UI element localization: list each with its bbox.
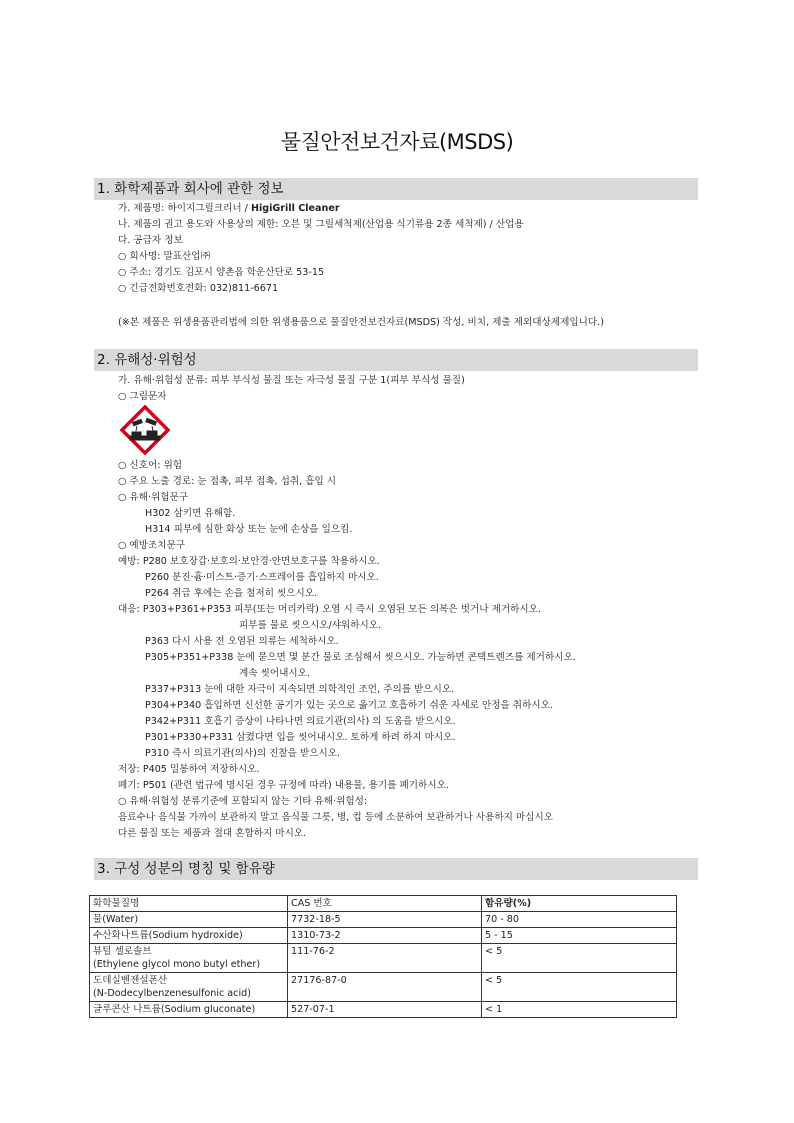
response-p305: P305+P351+P338 눈에 묻으면 몇 분간 물로 조심해서 씻으시오. 가능하면 콘택트렌즈를 제거하시오. xyxy=(145,652,576,663)
response-p305-cont: 계속 씻어내시오. xyxy=(239,668,310,679)
chemical-name-english: (Ethylene glycol mono butyl ether) xyxy=(93,959,261,970)
cas-number: 111-76-2 xyxy=(288,944,482,973)
response-p301: P301+P330+P331 삼켰다면 입을 씻어내시오. 토하게 하려 하지 마시오. xyxy=(145,732,456,743)
response-p304: P304+P340 흡입하면 신선한 공기가 있는 곳으로 옮기고 호흡하기 쉬운 자세로 안정을 취하시오. xyxy=(145,700,553,711)
response-p303: 대응: P303+P361+P353 피부(또는 머리카락) 오염 시 즉시 오염된 모든 의복은 벗거나 제거하시오. xyxy=(118,604,541,615)
chemical-name-english: (N-Dodecylbenzenesulfonic acid) xyxy=(93,988,251,999)
table-row xyxy=(90,912,677,928)
response-p363: P363 다시 사용 전 오염된 의류는 세척하시오. xyxy=(145,636,339,647)
chemical-name: 물(Water) xyxy=(90,912,288,928)
section-1-header: 1. 화학제품과 회사에 관한 정보 xyxy=(94,178,698,200)
chemical-name: 글루콘산 나트륨(Sodium gluconate) xyxy=(90,1002,288,1018)
prevention-p280: 예방: P280 보호장갑·보호의·보안경·안면보호구를 착용하시오. xyxy=(118,556,380,567)
exemption-note: (※본 제품은 위생용품관리법에 의한 위생용품으로 물질안전보건자료(MSDS) 작성, 비치, 제출 제외대상제제입니다.) xyxy=(118,317,604,328)
signal-word: ○ 신호어: 위험 xyxy=(118,460,183,471)
response-p342: P342+P311 호흡기 증상이 나타나면 의료기관(의사) 의 도움을 받으시오. xyxy=(145,716,456,727)
precaution-label: ○ 예방조치문구 xyxy=(118,540,186,551)
content-percent: < 5 xyxy=(482,973,677,1002)
content-percent: 5 - 15 xyxy=(482,928,677,944)
response-p303-cont: 피부를 물로 씻으시오/샤워하시오. xyxy=(239,620,382,631)
cas-number: 27176-87-0 xyxy=(288,973,482,1002)
table-row xyxy=(90,1002,677,1018)
company-address: ○ 주소: 경기도 김포시 양촌읍 학운산단로 53-15 xyxy=(118,267,325,278)
disposal-p501: 폐기: P501 (관련 법규에 명시된 경우 규정에 따라) 내용물, 용기를 폐기하시오. xyxy=(118,780,449,791)
response-p337: P337+P313 눈에 대한 자극이 지속되면 의학적인 조언, 주의를 받으시오. xyxy=(145,684,455,695)
cas-number: 7732-18-5 xyxy=(288,912,482,928)
table-row xyxy=(90,944,677,973)
section-3-header: 3. 구성 성분의 명칭 및 함유량 xyxy=(94,858,698,880)
product-brand: HigiGrill Cleaner xyxy=(250,203,340,214)
hazard-statements-label: ○ 유해·위험문구 xyxy=(118,492,189,503)
hazard-h314: H314 피부에 심한 화상 또는 눈에 손상을 일으킴. xyxy=(145,524,353,535)
chemical-name: 수산화나트륨(Sodium hydroxide) xyxy=(90,928,288,944)
other-hazards-label: ○ 유해·위험성 분류기준에 포함되지 않는 기타 유해·위험성: xyxy=(118,796,368,807)
corrosion-pictogram-icon xyxy=(120,405,170,455)
content-percent: 70 - 80 xyxy=(482,912,677,928)
product-name-prefix: 가. 제품명: 하이지그릴크리너 / xyxy=(118,203,251,214)
prevention-p264: P264 취급 후에는 손을 철저히 씻으시오. xyxy=(145,588,318,599)
section-2-header: 2. 유해성·위험성 xyxy=(94,349,698,371)
content-percent: < 1 xyxy=(482,1002,677,1018)
composition-table xyxy=(89,895,677,1018)
other-hazards-storage: 음료수나 음식물 가까이 보관하지 말고 음식물 그릇, 병, 컵 등에 소분하여 보관하거나 사용하지 마십시오 xyxy=(118,812,553,823)
header-chemical-name: 화학물질명 xyxy=(90,896,288,912)
header-content-percent: 함유량(%) xyxy=(482,896,677,912)
product-name xyxy=(118,202,340,215)
pictogram-label: ○ 그림문자 xyxy=(118,391,167,402)
hazard-h302: H302 삼키면 유해함. xyxy=(145,508,236,519)
document-title: 물질안전보건자료(MSDS) xyxy=(280,130,514,154)
storage-p405: 저장: P405 밀봉하여 저장하시오. xyxy=(118,764,260,775)
exposure-routes: ○ 주요 노출 경로: 눈 접촉, 피부 접촉, 섭취, 흡입 시 xyxy=(118,476,337,487)
other-hazards-mixing: 다른 물질 또는 제품과 절대 혼합하지 마시오. xyxy=(118,828,307,839)
content-percent: < 5 xyxy=(482,944,677,973)
prevention-p260: P260 분진·흄·미스트·증기·스프레이를 흡입하지 마시오. xyxy=(145,572,379,583)
hazard-classification: 가. 유해·위험성 분류: 피부 부식성 물질 또는 자극성 물질 구분 1(피부 부식성 물질) xyxy=(118,375,465,386)
chemical-name xyxy=(90,973,288,1002)
header-cas-number: CAS 번호 xyxy=(288,896,482,912)
emergency-phone: ○ 긴급전화번호전화: 032)811-6671 xyxy=(118,283,279,294)
product-use: 나. 제품의 권고 용도와 사용상의 제한: 오븐 및 그릴세척제(산업용 식기류용 2종 세척제) / 산업용 xyxy=(118,219,524,230)
cas-number: 527-07-1 xyxy=(288,1002,482,1018)
table-row xyxy=(90,928,677,944)
chemical-name xyxy=(90,944,288,973)
chemical-name-korean: 도데실벤젠설폰산 xyxy=(93,975,168,986)
company-name: ○ 회사명: 말표산업㈜ xyxy=(118,251,211,262)
cas-number: 1310-73-2 xyxy=(288,928,482,944)
table-row xyxy=(90,973,677,1002)
supplier-info: 다. 공급자 정보 xyxy=(118,235,183,246)
response-p310: P310 즉시 의료기관(의사)의 진찰을 받으시오. xyxy=(145,748,341,759)
chemical-name-korean: 뷰틸 셀로솔브 xyxy=(93,946,152,957)
table-header-row xyxy=(90,896,677,912)
